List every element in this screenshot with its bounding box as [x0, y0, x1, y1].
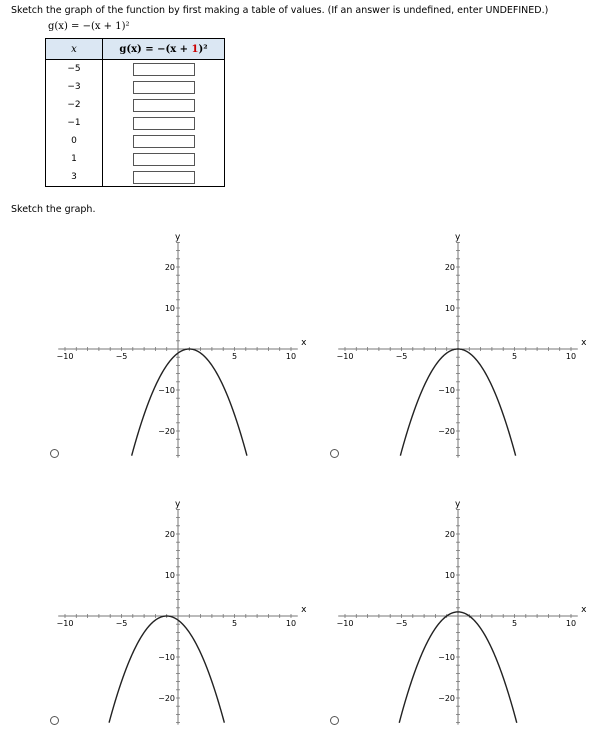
- graph-1: [30, 215, 307, 465]
- x-tick-label: −5: [115, 352, 128, 361]
- x-value: −3: [46, 78, 103, 96]
- graph-3: [30, 482, 307, 732]
- graph-2: [310, 215, 587, 465]
- y-tick-label: 20: [444, 263, 455, 272]
- x-tick-label: 5: [231, 352, 238, 361]
- values-table: [45, 38, 225, 187]
- x-value: 1: [46, 150, 103, 168]
- table-row: [46, 150, 225, 168]
- sketch-label: Sketch the graph.: [11, 204, 96, 215]
- y-tick-label: 10: [164, 304, 175, 313]
- y-tick-label: −20: [158, 694, 175, 703]
- x-value: −1: [46, 114, 103, 132]
- gx-input[interactable]: [133, 153, 195, 166]
- x-tick-label: −5: [395, 352, 408, 361]
- parabola-curve: [132, 349, 247, 456]
- table-row: [46, 96, 225, 114]
- y-tick-label: 10: [444, 571, 455, 580]
- x-value: 0: [46, 132, 103, 150]
- table-row: [46, 78, 225, 96]
- y-tick-label: 10: [164, 571, 175, 580]
- table-row: [46, 132, 225, 150]
- gx-cell: [103, 168, 225, 187]
- header-gx: g(x) = −(x + 1)²: [103, 39, 225, 60]
- graph-option-radio-2[interactable]: [330, 449, 339, 458]
- gx-input[interactable]: [133, 135, 195, 148]
- header-x: x: [46, 39, 103, 60]
- gx-input[interactable]: [133, 171, 195, 184]
- graph-4: [310, 482, 587, 732]
- gx-cell: [103, 96, 225, 114]
- y-tick-label: 20: [164, 530, 175, 539]
- table-row: [46, 60, 225, 79]
- parabola-curve: [109, 616, 224, 723]
- x-value: 3: [46, 168, 103, 187]
- y-axis-label: y: [455, 232, 461, 243]
- x-tick-label: −10: [56, 619, 74, 628]
- x-tick-label: 10: [285, 619, 297, 628]
- y-tick-label: 20: [164, 263, 175, 272]
- graph-option-radio-3[interactable]: [50, 716, 59, 725]
- y-tick-label: 10: [444, 304, 455, 313]
- x-axis-label: x: [581, 605, 587, 615]
- x-value: −5: [46, 60, 103, 79]
- gx-input[interactable]: [133, 117, 195, 130]
- y-tick-label: −20: [438, 427, 455, 436]
- function-label: g(x) = −(x + 1)²: [48, 21, 130, 32]
- y-axis-label: y: [175, 232, 181, 243]
- x-tick-label: 10: [565, 619, 577, 628]
- gx-cell: [103, 132, 225, 150]
- table-row: [46, 168, 225, 187]
- graph-option-radio-1[interactable]: [50, 449, 59, 458]
- graph-option-radio-4[interactable]: [330, 716, 339, 725]
- x-tick-label: −10: [336, 352, 354, 361]
- x-axis-label: x: [301, 338, 307, 348]
- y-axis-label: y: [175, 499, 181, 510]
- gx-cell: [103, 78, 225, 96]
- gx-input[interactable]: [133, 99, 195, 112]
- x-axis-label: x: [581, 338, 587, 348]
- x-value: −2: [46, 96, 103, 114]
- y-axis-label: y: [455, 499, 461, 510]
- x-tick-label: 5: [231, 619, 238, 628]
- y-tick-label: −10: [158, 386, 175, 395]
- gx-input[interactable]: [133, 81, 195, 94]
- gx-cell: [103, 60, 225, 79]
- y-tick-label: −20: [158, 427, 175, 436]
- y-tick-label: −10: [438, 386, 455, 395]
- x-tick-label: −10: [336, 619, 354, 628]
- x-tick-label: 5: [511, 352, 518, 361]
- x-tick-label: 10: [285, 352, 297, 361]
- y-tick-label: 20: [444, 530, 455, 539]
- y-tick-label: −10: [158, 653, 175, 662]
- gx-cell: [103, 114, 225, 132]
- gx-cell: [103, 150, 225, 168]
- x-tick-label: 10: [565, 352, 577, 361]
- gx-input[interactable]: [133, 63, 195, 76]
- y-tick-label: −20: [438, 694, 455, 703]
- x-tick-label: −5: [395, 619, 408, 628]
- x-axis-label: x: [301, 605, 307, 615]
- x-tick-label: 5: [511, 619, 518, 628]
- x-tick-label: −10: [56, 352, 74, 361]
- y-tick-label: −10: [438, 653, 455, 662]
- instruction-text: Sketch the graph of the function by first making a table of values. (If an answer is undefined, enter UNDEFINED.): [11, 5, 549, 16]
- x-tick-label: −5: [115, 619, 128, 628]
- header-gx-red: 1: [191, 43, 199, 55]
- table-row: [46, 114, 225, 132]
